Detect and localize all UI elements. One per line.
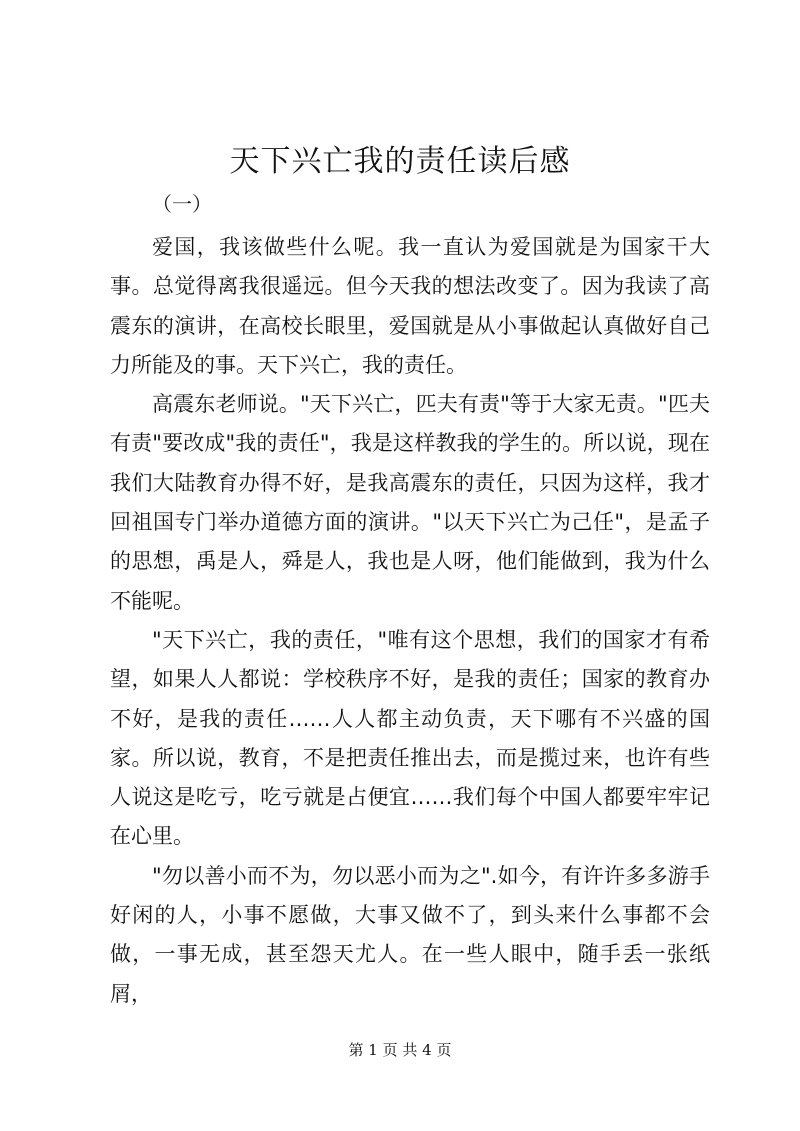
- page-footer: 第 1 页 共 4 页: [348, 1041, 452, 1059]
- section-label: （一）: [152, 192, 212, 216]
- paragraph-4: "勿以善小而不为，勿以恶小而为之".如今，有许许多多游手好闲的人，小事不愿做，大事又做不了，到头来什么事都不会做，一事无成，甚至怨天尤人。在一些人眼中，随手丢一张纸屑，: [110, 863, 710, 1006]
- paragraph-1: 爱国，我该做些什么呢。我一直认为爱国就是为国家干大事。总觉得离我很遥远。但今天我的想法改变了。因为我读了高震东的演讲，在高校长眼里，爱国就是从小事做起认真做好自己力所能及的事。天下兴亡，我的责任。: [110, 235, 710, 377]
- paragraph-3: "天下兴亡，我的责任，"唯有这个思想，我们的国家才有希望，如果人人都说：学校秩序不好，是我的责任；国家的教育办不好，是我的责任……人人都主动负责，天下哪有不兴盛的国家。所以说，教育，不是把责任推出去，而是揽过来，也许有些人说这是吃亏，吃亏就是占便宜……我们每个中国人都要牢牢记在心里。: [110, 627, 710, 849]
- document-title: 天下兴亡我的责任读后感: [229, 144, 571, 179]
- paragraph-2: 高震东老师说。"天下兴亡，匹夫有责"等于大家无责。"匹夫有责"要改成"我的责任"，我是这样教我的学生的。所以说，现在我们大陆教育办得不好，是我高震东的责任，只因为这样，我才回祖国专门举办道德方面的演讲。"以天下兴亡为己任"，是孟子的思想，禹是人，舜是人，我也是人呀，他们能做到，我为什么不能呢。: [110, 392, 710, 613]
- document-body: [110, 228, 710, 1014]
